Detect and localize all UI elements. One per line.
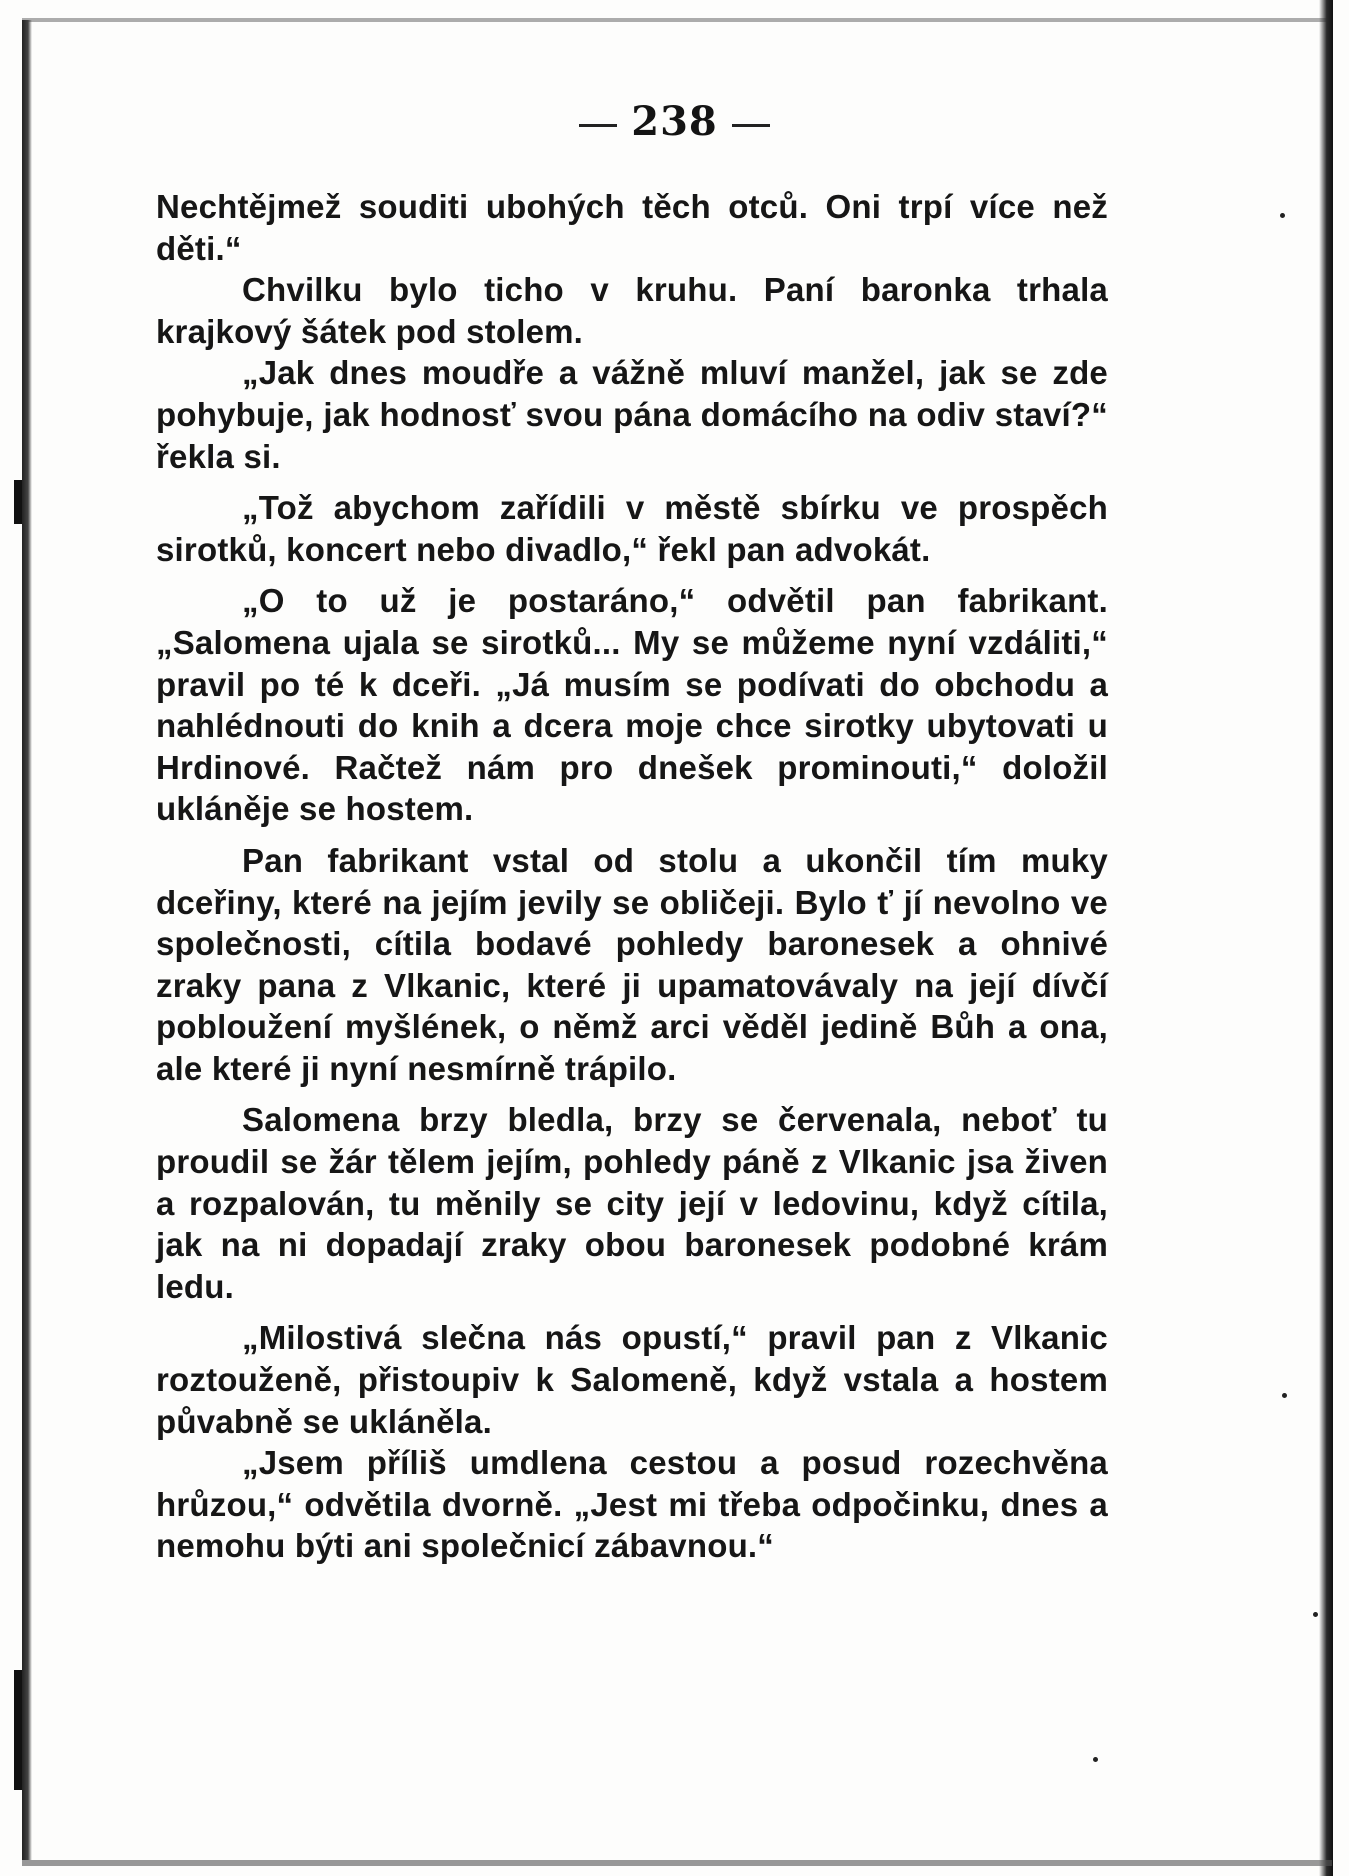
paragraph: „Milostivá slečna nás opustí,“ pravil pan z Vlkanic roztouženě, přistoupiv k Salomeně, když vstala a hostem půvabně se ukláněla. bbox=[156, 1319, 1108, 1440]
paragraph: Nechtějmež souditi ubohých těch otců. Oni trpí více než děti.“ bbox=[156, 188, 1108, 267]
ink-speck bbox=[1282, 1393, 1287, 1398]
page-edge-right bbox=[1319, 0, 1333, 1876]
page-header bbox=[0, 98, 1349, 145]
paragraph: „Tož abychom zařídili v městě sbírku ve prospěch sirotků, koncert nebo divadlo,“ řekl pan advokát. bbox=[156, 489, 1108, 568]
header-dash-right bbox=[732, 124, 770, 127]
paragraph: Pan fabrikant vstal od stolu a ukončil tím muky dceřiny, které na jejím jevily se obličeji. Bylo ť jí nevolno ve společnosti, cítila bodavé pohledy baronesek a ohnivé zraky pana z Vlkanic, které ji upamatovávaly na její dívčí pobloužení myšlének, o němž arci věděl jedině Bůh a ona, ale které ji nyní nesmírně trápilo. bbox=[156, 841, 1108, 1087]
binding-mark-upper bbox=[14, 480, 22, 524]
body-text bbox=[156, 186, 1108, 1567]
page-number: 238 bbox=[631, 98, 718, 145]
paragraph: Chvilku bylo ticho v kruhu. Paní baronka trhala krajkový šátek pod stolem. bbox=[156, 271, 1108, 350]
paragraph: „O to už je postaráno,“ odvětil pan fabrikant. „Salomena ujala se sirotků... My se můžeme nyní vzdáliti,“ pravil po té k dceři. „Já musím se podívati do obchodu a nahlédnouti do knih a dcera moje chce sirotky ubytovati u Hrdinové. Račtež nám pro dnešek prominouti,“ doložil ukláněje se hostem. bbox=[156, 582, 1108, 828]
ink-speck bbox=[1280, 213, 1285, 218]
header-dash-left bbox=[579, 124, 617, 127]
ink-speck bbox=[1093, 1757, 1098, 1762]
paragraph: Salomena brzy bledla, brzy se červenala, neboť tu proudil se žár tělem jejím, pohledy páně z Vlkanic jsa živen a rozpalován, tu měnily se city její v ledovinu, když cítila, jak na ni dopadají zraky obou baronesek podobné krám ledu. bbox=[156, 1101, 1108, 1305]
page-edge-bottom bbox=[22, 1860, 1332, 1866]
ink-speck bbox=[1313, 1612, 1318, 1617]
binding-mark-lower bbox=[14, 1670, 22, 1790]
paragraph: „Jak dnes moudře a vážně mluví manžel, jak se zde pohybuje, jak hodnosť svou pána domácího na odiv staví?“ řekla si. bbox=[156, 354, 1108, 475]
page-edge-left bbox=[22, 20, 32, 1860]
paragraph: „Jsem příliš umdlena cestou a posud rozechvěna hrůzou,“ odvětila dvorně. „Jest mi třeba odpočinku, dnes a nemohu býti ani společnicí zábavnou.“ bbox=[156, 1444, 1108, 1565]
page-edge-top bbox=[22, 18, 1332, 22]
